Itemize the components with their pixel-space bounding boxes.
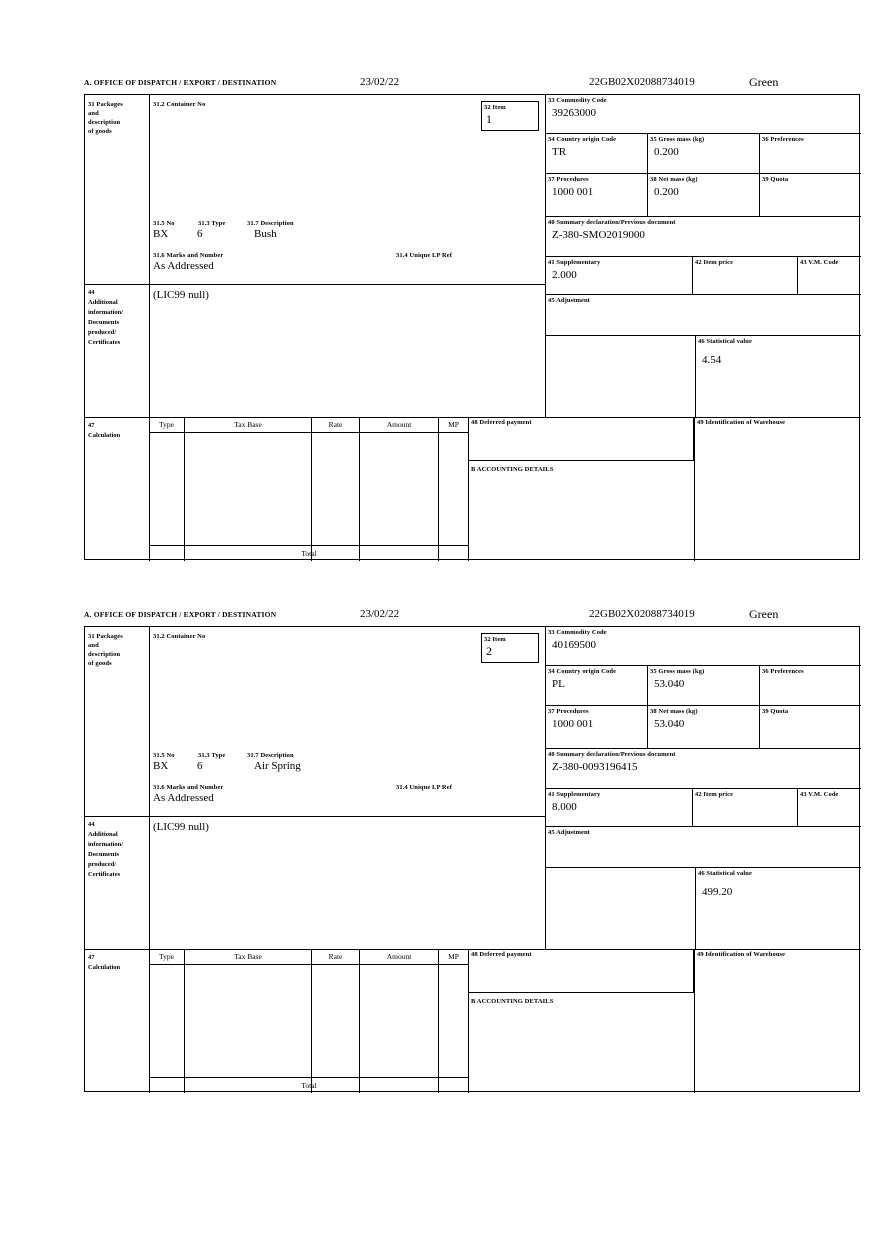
calc-header-rate: Rate	[312, 417, 359, 433]
box-31-3-value-2: 6	[197, 760, 203, 772]
box-46-label-2: 46 Statistical value	[698, 870, 752, 877]
calc-col-amount	[360, 417, 439, 561]
calc-col-tax-base-2	[185, 949, 312, 1093]
box-49-value-2	[695, 959, 861, 961]
box-40-previous-document	[546, 217, 861, 257]
calc-col-tax-base	[185, 417, 312, 561]
box-31-5-label: 31.5 No	[153, 220, 175, 227]
box-49-warehouse-2	[694, 949, 861, 1093]
box-41-supplementary	[546, 257, 693, 295]
box-33-label-2: 33 Commodity Code	[548, 629, 607, 636]
calc-header-tax-base: Tax Base	[185, 417, 311, 433]
route-lane-status: Green	[749, 75, 779, 89]
declaration-date-2: 23/02/22	[360, 608, 400, 620]
box-48-label-2: 48 Deferred payment	[471, 951, 532, 958]
box-37-label-2: 37 Procedures	[548, 708, 589, 715]
box-47-label-line-2: Calculation	[88, 432, 121, 439]
box-37-procedures-2	[546, 706, 648, 749]
box-36-preferences	[760, 134, 861, 174]
box-44-label-line-5: produced/	[88, 329, 117, 336]
box-35-label: 35 Gross mass (kg)	[650, 136, 705, 143]
box-44-label-line-3: information/	[88, 309, 124, 316]
box-31-7-value-2: Air Spring	[254, 760, 301, 772]
box-39-quota-2	[760, 706, 861, 749]
office-of-dispatch-label: A. OFFICE OF DISPATCH / EXPORT / DESTINATION	[84, 78, 277, 87]
box-42-label: 42 Item price	[695, 259, 734, 266]
box-39-label: 39 Quota	[762, 176, 789, 183]
calc-header-amount: Amount	[360, 417, 438, 433]
box-41-value: 2.000	[552, 269, 577, 281]
box-31-4-label-2: 31.4 Unique LP Ref	[396, 784, 452, 791]
calc-col-type	[149, 417, 185, 561]
goods-divider	[149, 284, 545, 285]
box-33-value-2: 40169500	[552, 639, 596, 651]
box-31-label-2-line-2: and	[88, 642, 99, 649]
box-38-value: 0.200	[654, 186, 679, 198]
box-40-value: Z-380-SMO2019000	[552, 229, 645, 241]
box-46-value: 4.54	[702, 354, 722, 366]
box-44-label-2	[85, 816, 149, 949]
box-34-value: TR	[552, 146, 567, 158]
box-35-gross-mass	[648, 134, 760, 174]
box-33-value: 39263000	[552, 107, 596, 119]
box-43-vm-code-2	[798, 789, 861, 827]
calc-header-type: Type	[149, 417, 184, 433]
box-32-item-number	[481, 101, 539, 131]
box-37-value-2: 1000 001	[552, 718, 594, 730]
box-31-5-label-2: 31.5 No	[153, 752, 175, 759]
box-49-label-2: 49 Identification of Warehouse	[697, 951, 786, 958]
box-34-country-origin-2	[546, 666, 648, 706]
box-31-label-line-4: of goods	[88, 128, 112, 135]
dotted-divider	[545, 354, 546, 417]
box-45-label-2: 45 Adjustment	[548, 829, 590, 836]
box-34-label-2: 34 Country origin Code	[548, 668, 617, 675]
box-31-label-2-line-3: description	[88, 651, 121, 658]
box-48-value	[469, 427, 693, 429]
box-32-value: 1	[486, 112, 492, 126]
box-39-value-2	[760, 716, 861, 718]
declaration-frame-2	[84, 626, 860, 1092]
box-46-statistical-value-2	[695, 868, 861, 949]
calc-col-rate-2	[312, 949, 360, 1093]
box-31-7-value: Bush	[254, 228, 277, 240]
box-37-label: 37 Procedures	[548, 176, 589, 183]
declaration-sheet-1	[84, 75, 862, 560]
box-46-value-2: 499.20	[702, 886, 733, 898]
box-31-6-label: 31.6 Marks and Number	[153, 252, 224, 259]
box-44-label-2-line-4: Documents	[88, 851, 120, 858]
box-47-label-2-line-1: 47	[88, 954, 95, 961]
box-35-gross-mass-2	[648, 666, 760, 706]
box-31-2-container-label-2: 31.2 Container No	[153, 633, 206, 640]
box-34-value-2: PL	[552, 678, 565, 690]
box-31-label-2	[85, 632, 149, 668]
box-38-label: 38 Net mass (kg)	[650, 176, 698, 183]
box-48-label: 48 Deferred payment	[471, 419, 532, 426]
declaration-sheet-2	[84, 607, 862, 1092]
box-43-label: 43 V.M. Code	[800, 259, 839, 266]
calculation-total-row: Total	[149, 545, 469, 561]
box-44-label-line-1: 44	[88, 289, 95, 296]
box-39-label-2: 39 Quota	[762, 708, 789, 715]
box-40-label-2: 40 Summary declaration/Previous document	[548, 751, 676, 758]
box-44-label-2-line-2: Additional	[88, 831, 118, 838]
box-41-label-2: 41 Supplementary	[548, 791, 601, 798]
box-31-3-label-2: 31.3 Type	[198, 752, 226, 759]
box-42-label-2: 42 Item price	[695, 791, 734, 798]
box-49-warehouse	[694, 417, 861, 561]
box-34-label: 34 Country origin Code	[548, 136, 617, 143]
dotted-divider-2	[545, 886, 546, 949]
box-44-label	[85, 284, 149, 417]
box-31-6-value: As Addressed	[153, 260, 214, 272]
box-44-label-2-line-6: Certificates	[88, 871, 121, 878]
box-31-label-line-2: and	[88, 110, 99, 117]
box-43-label-2: 43 V.M. Code	[800, 791, 839, 798]
box-31-6-label-2: 31.6 Marks and Number	[153, 784, 224, 791]
office-of-dispatch-label-2: A. OFFICE OF DISPATCH / EXPORT / DESTINATION	[84, 610, 277, 619]
box-44-label-line-4: Documents	[88, 319, 120, 326]
calc-col-mp-2	[439, 949, 469, 1093]
box-32-value-2: 2	[486, 644, 492, 658]
declaration-date: 23/02/22	[360, 76, 400, 88]
box-31-label	[85, 100, 149, 136]
box-44-label-line-6: Certificates	[88, 339, 121, 346]
goods-divider-2	[149, 816, 545, 817]
box-40-value-2: Z-380-0093196415	[552, 761, 638, 773]
box-45-value	[546, 305, 861, 307]
route-lane-status-2: Green	[749, 607, 779, 621]
box-47-label-line-1: 47	[88, 422, 95, 429]
box-37-procedures	[546, 174, 648, 217]
box-31-label-line-1: 31 Packages	[88, 101, 123, 108]
box-49-value	[695, 427, 861, 429]
box-31-label-2-line-1: 31 Packages	[88, 633, 123, 640]
box-47-label	[85, 421, 149, 481]
calc-col-type-2	[149, 949, 185, 1093]
box-36-value	[760, 144, 861, 146]
box-43-vm-code	[798, 257, 861, 295]
calculation-total-row-2: Total	[149, 1077, 469, 1093]
box-31-label-2-line-4: of goods	[88, 660, 112, 667]
box-31-3-label: 31.3 Type	[198, 220, 226, 227]
box-31-5-value-2: BX	[153, 760, 169, 772]
box-38-label-2: 38 Net mass (kg)	[650, 708, 698, 715]
sheet-header-1	[84, 75, 862, 94]
box-36-label: 36 Preferences	[762, 136, 804, 143]
box-43-value-2	[798, 799, 861, 801]
box-31-6-value-2: As Addressed	[153, 792, 214, 804]
box-31-label-line-3: description	[88, 119, 121, 126]
box-44-value-2: (LIC99 null)	[153, 821, 209, 833]
box-38-value-2: 53.040	[654, 718, 685, 730]
accounting-details-block-2	[469, 993, 694, 1093]
box-41-supplementary-2	[546, 789, 693, 827]
box-42-value	[693, 267, 797, 269]
box-45-adjustment-2	[546, 827, 861, 868]
box-31-5-value: BX	[153, 228, 169, 240]
calc-header-amount-2: Amount	[360, 949, 438, 965]
box-31-7-label-2: 31.7 Description	[247, 752, 294, 759]
box-31-4-label: 31.4 Unique LP Ref	[396, 252, 452, 259]
movement-reference-number: 22GB02X02088734019	[589, 76, 695, 88]
box-48-value-2	[469, 959, 693, 961]
accounting-details-label: B ACCOUNTING DETAILS	[471, 466, 554, 473]
box-33-commodity-code	[546, 95, 861, 134]
box-34-country-origin	[546, 134, 648, 174]
box-44-label-2-line-1: 44	[88, 821, 95, 828]
calc-header-mp-2: MP	[439, 949, 468, 965]
box-46-label: 46 Statistical value	[698, 338, 752, 345]
box-47-label-2	[85, 953, 149, 1013]
calc-header-rate-2: Rate	[312, 949, 359, 965]
box-36-value-2	[760, 676, 861, 678]
box-40-previous-document-2	[546, 749, 861, 789]
accounting-details-label-2: B ACCOUNTING DETAILS	[471, 998, 554, 1005]
box-48-deferred-payment-2	[469, 949, 694, 993]
box-45-label: 45 Adjustment	[548, 297, 590, 304]
box-32-label: 32 Item	[484, 104, 506, 111]
box-41-value-2: 8.000	[552, 801, 577, 813]
box-38-net-mass-2	[648, 706, 760, 749]
box-41-label: 41 Supplementary	[548, 259, 601, 266]
box-45-value-2	[546, 837, 861, 839]
box-31-2-container-label: 31.2 Container No	[153, 101, 206, 108]
box-35-label-2: 35 Gross mass (kg)	[650, 668, 705, 675]
box-31-3-value: 6	[197, 228, 203, 240]
calc-col-rate	[312, 417, 360, 561]
box-39-quota	[760, 174, 861, 217]
box-42-item-price-2	[693, 789, 798, 827]
box-36-label-2: 36 Preferences	[762, 668, 804, 675]
calc-col-amount-2	[360, 949, 439, 1093]
box-42-value-2	[693, 799, 797, 801]
box-42-item-price	[693, 257, 798, 295]
box-47-label-2-line-2: Calculation	[88, 964, 121, 971]
box-35-value: 0.200	[654, 146, 679, 158]
box-48-deferred-payment	[469, 417, 694, 461]
box-37-value: 1000 001	[552, 186, 594, 198]
box-45-adjustment	[546, 295, 861, 336]
calculation-table	[149, 417, 469, 561]
box-43-value	[798, 267, 861, 269]
box-36-preferences-2	[760, 666, 861, 706]
calc-col-mp	[439, 417, 469, 561]
box-44-label-2-line-3: information/	[88, 841, 124, 848]
box-33-commodity-code-2	[546, 627, 861, 666]
calc-header-type-2: Type	[149, 949, 184, 965]
box-44-label-2-line-5: produced/	[88, 861, 117, 868]
box-46-statistical-value	[695, 336, 861, 417]
calc-header-tax-base-2: Tax Base	[185, 949, 311, 965]
box-38-net-mass	[648, 174, 760, 217]
box-31-7-label: 31.7 Description	[247, 220, 294, 227]
calc-header-mp: MP	[439, 417, 468, 433]
sheet-header-2	[84, 607, 862, 626]
calculation-table-2	[149, 949, 469, 1093]
box-35-value-2: 53.040	[654, 678, 685, 690]
box-32-item-number-2	[481, 633, 539, 663]
declaration-frame-1	[84, 94, 860, 560]
box-44-label-line-2: Additional	[88, 299, 118, 306]
box-39-value	[760, 184, 861, 186]
box-32-label-2: 32 Item	[484, 636, 506, 643]
accounting-details-block	[469, 461, 694, 561]
box-33-label: 33 Commodity Code	[548, 97, 607, 104]
movement-reference-number-2: 22GB02X02088734019	[589, 608, 695, 620]
box-44-value: (LIC99 null)	[153, 289, 209, 301]
box-49-label: 49 Identification of Warehouse	[697, 419, 786, 426]
box-40-label: 40 Summary declaration/Previous document	[548, 219, 676, 226]
